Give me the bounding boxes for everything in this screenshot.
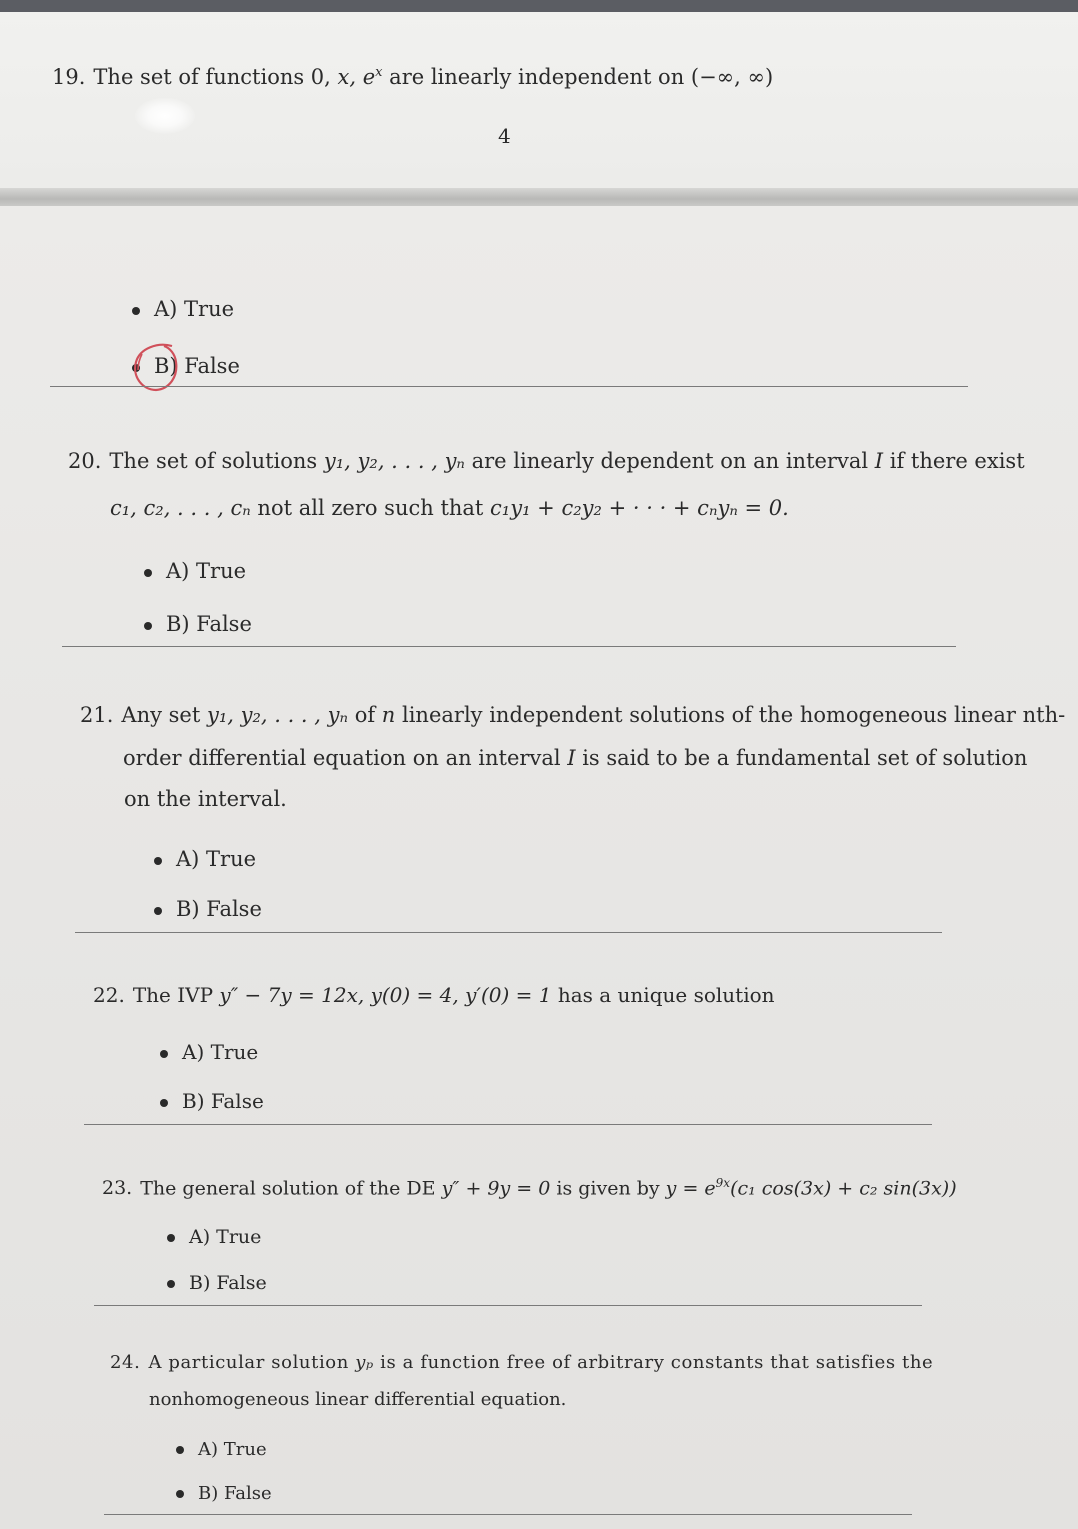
q23-option-b[interactable] (167, 1272, 267, 1294)
bullet-icon (167, 1234, 175, 1242)
math-text: y″ − 7y = 12x, y(0) = 4, y′(0) = 1 (219, 983, 552, 1007)
question-20-line2 (110, 496, 789, 520)
math-text: n (381, 703, 396, 727)
question-text: Any set (121, 703, 207, 727)
question-number: 23. (102, 1177, 133, 1200)
question-21-line3: on the interval. (124, 787, 287, 811)
question-24 (110, 1352, 933, 1374)
question-text: The set of solutions (109, 449, 324, 473)
option-label: A) True (189, 1226, 262, 1248)
q19-option-a[interactable] (132, 297, 234, 321)
question-text: of (348, 703, 382, 727)
option-label: A) True (176, 847, 257, 871)
question-text: is a function free of arbitrary constants that satisfies the (373, 1352, 934, 1373)
q22-option-b[interactable] (160, 1089, 264, 1113)
divider (104, 1514, 912, 1515)
divider (50, 386, 968, 387)
question-text: linearly independent solutions of the homogeneous linear nth- (395, 703, 1066, 727)
bullet-icon (132, 307, 140, 315)
option-label: A) True (154, 297, 235, 321)
question-text: not all zero such that (250, 496, 491, 520)
math-text: c₁, c₂, . . . , cₙ (110, 496, 251, 520)
question-text: The general solution of the DE (140, 1177, 442, 1200)
math-text: I (567, 746, 576, 770)
question-text: order differential equation on an interval (123, 746, 568, 770)
page-number: 4 (498, 124, 511, 148)
q24-option-b[interactable] (176, 1483, 272, 1504)
bullet-icon (154, 907, 162, 915)
math-superscript: 9x (715, 1176, 731, 1190)
math-superscript: x (375, 65, 383, 80)
q24-option-a[interactable] (176, 1439, 267, 1460)
bullet-icon (144, 569, 152, 577)
question-22 (93, 984, 775, 1006)
question-text: The set of functions 0, (93, 65, 338, 89)
option-label: B) False (182, 1089, 264, 1113)
question-19 (52, 62, 773, 88)
math-text: (c₁ cos(3x) + c₂ sin(3x)) (730, 1177, 957, 1200)
math-text: y″ + 9y = 0 (441, 1177, 551, 1200)
math-text: y = e (665, 1177, 716, 1200)
screen-glare (135, 98, 195, 134)
handwritten-circle-icon (128, 340, 188, 396)
bullet-icon (160, 1099, 168, 1107)
option-label: B) False (176, 897, 262, 921)
question-text: are linearly dependent on an interval (464, 449, 875, 473)
bullet-icon (167, 1280, 175, 1288)
question-21-line2 (123, 746, 1027, 770)
question-text: The IVP (132, 983, 220, 1007)
math-text: x, e (337, 65, 376, 89)
option-label: B) False (166, 612, 252, 636)
question-number: 19. (52, 65, 86, 89)
option-label: B) False (154, 354, 240, 378)
question-text: are linearly independent on (−∞, ∞) (382, 65, 774, 89)
question-text: A particular solution (148, 1352, 356, 1373)
question-text: has a unique solution (551, 983, 775, 1007)
math-text: ₁, y₂, . . . , yₙ (335, 449, 465, 473)
page-separator (0, 188, 1078, 206)
question-24-line2: nonhomogeneous linear differential equation. (149, 1389, 567, 1410)
question-text: is given by (550, 1177, 666, 1200)
divider (62, 646, 956, 647)
question-23 (102, 1172, 957, 1199)
question-text: is said to be a fundamental set of solution (575, 746, 1028, 770)
option-label: B) False (189, 1272, 267, 1294)
math-text: y₁, y₂, . . . , yₙ (206, 703, 349, 727)
question-text: if there exist (883, 449, 1025, 473)
option-label: A) True (182, 1040, 259, 1064)
question-number: 20. (68, 449, 102, 473)
q20-option-b[interactable] (144, 612, 252, 636)
question-20 (68, 450, 1025, 472)
math-text: yₚ (355, 1352, 374, 1373)
question-number: 21. (80, 703, 114, 727)
bullet-icon (160, 1050, 168, 1058)
bullet-icon (176, 1446, 184, 1454)
bullet-icon (144, 622, 152, 630)
q21-option-b[interactable] (154, 897, 262, 921)
q20-option-a[interactable] (144, 559, 246, 583)
bullet-icon (176, 1490, 184, 1498)
option-label: A) True (198, 1439, 267, 1460)
math-text: y (323, 449, 336, 473)
divider (84, 1124, 932, 1125)
math-text: c₁y₁ + c₂y₂ + · · · + cₙyₙ = 0. (490, 496, 789, 520)
top-bezel (0, 0, 1078, 12)
q22-option-a[interactable] (160, 1040, 258, 1064)
option-label: A) True (166, 559, 247, 583)
question-number: 24. (110, 1352, 141, 1373)
bullet-icon (154, 857, 162, 865)
question-number: 22. (93, 983, 125, 1007)
divider (75, 932, 942, 933)
divider (94, 1305, 922, 1306)
option-label: B) False (198, 1483, 272, 1504)
q21-option-a[interactable] (154, 847, 256, 871)
q23-option-a[interactable] (167, 1226, 261, 1248)
question-21 (80, 704, 1065, 726)
math-text: I (874, 449, 884, 473)
